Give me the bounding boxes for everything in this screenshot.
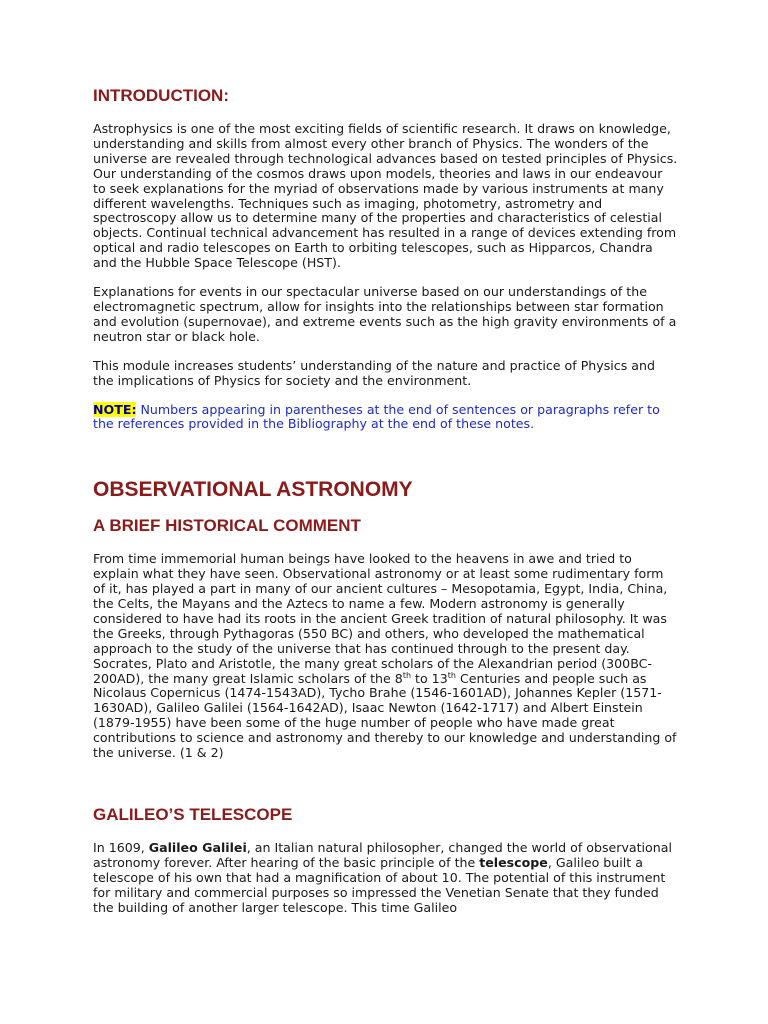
introduction-paragraph-3: This module increases students’ understanding of the nature and practice of Physics and the implications of Physics for society and the environment. <box>93 357 655 388</box>
galileo-text-part-3: , Galileo built a telescope of his own that had a magnification of about 10. The potential of this instrument for military and commercial purposes so impressed the Venetian Senate that they funded the building of another larger telescope. This time Galileo <box>93 854 666 915</box>
introduction-paragraph-1: Astrophysics is one of the most exciting fields of scientific research. It draws on knowledge, understanding and skills from almost every other branch of Physics. The wonders of the universe are revealed through technological advances based on tested principles of Physics. Our understanding of the cosmos draws upon models, theories and laws in our endeavour to seek explanations for the myriad of observations made by various instruments at many different wavelengths. Techniques such as imaging, photometry, astrometry and spectroscopy allow us to determine many of the properties and characteristics of celestial objects. Continual technical advancement has resulted in a range of devices extending from optical and radio telescopes on Earth to orbiting telescopes, such as Hipparcos, Chandra and the Hubble Space Telescope (HST). <box>93 121 678 271</box>
introduction-paragraph-2: Explanations for events in our spectacular universe based on our understandings of the electromagnetic spectrum, allow for insights into the relationships between star formation and evolution (supernovae), and extreme events such as the high gravity environments of a neutron star or black hole. <box>93 284 677 344</box>
galileo-text-part-2: , an Italian natural philosopher, changed the world of observational astronomy forever. After hearing of the basic principle of the <box>93 840 672 870</box>
historical-comment-paragraph <box>93 552 678 761</box>
superscript-th-1: th <box>402 670 412 680</box>
note-text: Numbers appearing in parentheses at the end of sentences or paragraphs refer to the references provided in the Bibliography at the end of these notes. <box>93 401 660 432</box>
observational-astronomy-heading: OBSERVATIONAL ASTRONOMY <box>93 478 413 502</box>
historical-text-part-2: to 13 <box>411 670 448 686</box>
historical-text-part-1: From time immemorial human beings have looked to the heavens in awe and tried to explain what they have seen. Observational astronomy or at least some rudimentary form of it, has played a part in many of our ancient cultures – Mesopotamia, Egypt, India, China, the Celts, the Mayans and the Aztecs to name a few. Modern astronomy is generally considered to have had its roots in the ancient Greek tradition of natural philosophy. It was the Greeks, through Pythagoras (550 BC) and others, who developed the mathematical approach to the study of the universe that has continued through to the present day. Socrates, Plato and Aristotle, the many great scholars of the Alexandrian period (300BC-200AD), the many great Islamic scholars of the 8 <box>93 551 668 686</box>
historical-comment-heading: A BRIEF HISTORICAL COMMENT <box>93 516 361 536</box>
galileo-name-bold: Galileo Galilei <box>148 840 247 855</box>
superscript-th-2: th <box>447 670 456 680</box>
introduction-heading: INTRODUCTION: <box>93 86 229 105</box>
galileo-paragraph <box>93 841 678 916</box>
note-paragraph <box>93 403 678 433</box>
telescope-bold: telescope <box>479 854 548 870</box>
historical-text-part-3: Centuries and people such as Nicolaus Copernicus (1474-1543AD), Tycho Brahe (1546-1601AD), Johannes Kepler (1571-1630AD), Galileo Galilei (1564-1642AD), Isaac Newton (1642-1717) and Albert Einstein (1879-1955) have been some of the huge number of people who have made great contributions to science and astronomy and thereby to our knowledge and understanding of the universe. (1 & 2) <box>93 670 677 761</box>
note-label: NOTE: <box>93 401 137 417</box>
galileo-text-part-1: In 1609, <box>93 840 149 855</box>
document-page <box>93 86 678 916</box>
galileo-telescope-heading: GALILEO’S TELESCOPE <box>93 805 293 824</box>
